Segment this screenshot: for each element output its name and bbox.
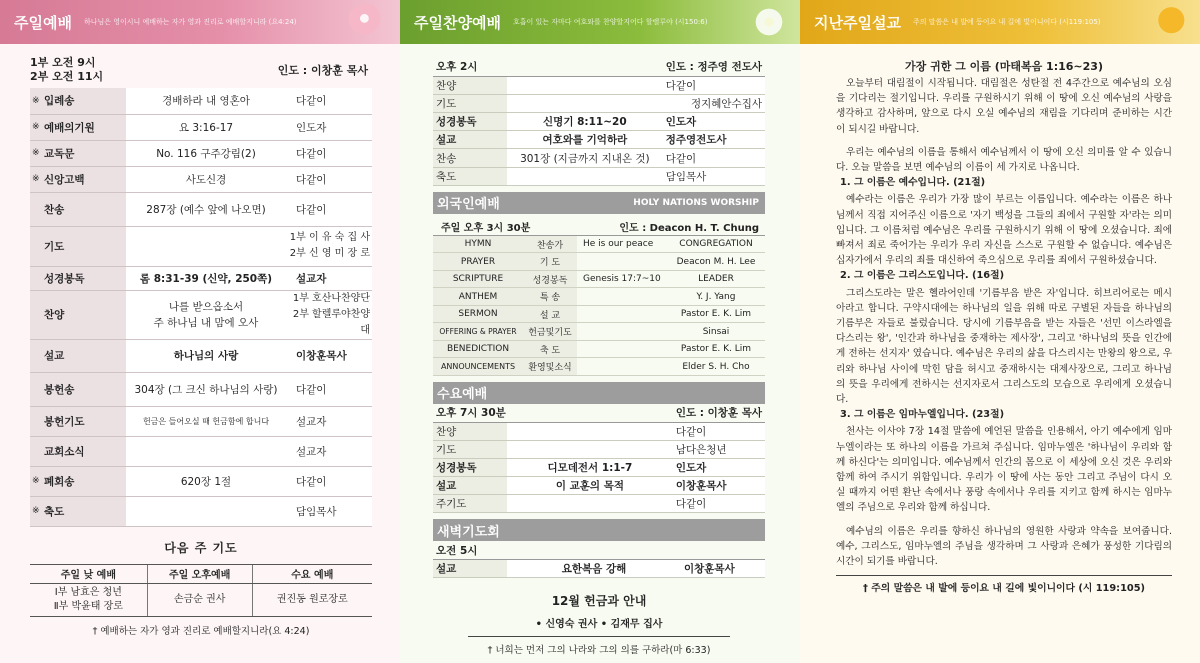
service-time-2: 2부 오전 11시 <box>30 70 104 83</box>
worship-row <box>30 372 372 406</box>
content-cell <box>507 76 663 94</box>
person-cell: 남다은청년 <box>673 440 765 458</box>
worship-row <box>30 192 372 226</box>
dawn-header-row <box>433 541 765 559</box>
offering-title: 12월 헌금과 안내 <box>551 594 647 609</box>
panel-title: 주일찬양예배 <box>414 13 501 32</box>
worship-row <box>30 496 372 526</box>
header-verse: 하나님은 영이시니 예배하는 자가 영과 진리로 예배할지니라 (요4:24) <box>83 18 297 26</box>
person-cell: 이창훈목사 <box>681 560 765 578</box>
person-cell: 다같이 <box>663 149 765 167</box>
content-cell <box>577 358 667 376</box>
person-cell: Pastor E. K. Lim <box>667 340 765 358</box>
sermon-paragraph: 예수라는 이름은 우리가 가장 많이 부르는 이름입니다. 예수라는 이름은 하나님께서 직접 지어주신 이름으로 '자기 백성을 그들의 죄에서 구원할 자'라는 의미입니다. 그 이름처럼 예수님은 우리를 구원하시기 위해 이 땅에 오셨습니다. 죄에 빠져서 죄로 죽어가는 우리가 우리 자신을 스스로 구원할 수 없습니다. 예수님은 십자가에서 우리의 죄를 대신하여 죽으심으로 우리를 죄에서 구원하셨습니다. <box>836 194 1172 267</box>
person-cell: 다같이 <box>663 76 765 94</box>
sermon-body <box>836 58 1172 594</box>
foreign-worship-bar <box>433 192 765 214</box>
item-cell: 찬양 <box>433 76 507 94</box>
item-cell: 성경봉독 <box>433 458 507 476</box>
stand-mark: ※ <box>32 174 40 184</box>
content-cell: 여호와를 기억하라 <box>507 131 663 149</box>
foreign-row <box>433 253 765 271</box>
person-cell: CONGREGATION <box>667 235 765 253</box>
worship-row <box>30 436 372 466</box>
item-cell: 주기도 <box>433 495 507 513</box>
service-time: 주일 오후 3시 30분 <box>433 218 577 236</box>
foreign-row <box>433 305 765 323</box>
next-week-header-row <box>30 564 372 583</box>
last-sermon-header <box>800 0 1200 44</box>
worship-row <box>433 440 765 458</box>
item-cell: 봉헌기도 <box>30 406 126 436</box>
korean-item: 헌금및기도 <box>523 323 577 341</box>
praise-worship-header <box>400 0 800 44</box>
english-item: ANNOUNCEMENTS <box>433 358 523 376</box>
person-cell: 담임목사 <box>286 496 372 526</box>
content-cell: 사도신경 <box>126 166 286 192</box>
item-cell: 기도 <box>433 94 507 112</box>
worship-row <box>30 166 372 192</box>
item-cell: 찬송 <box>433 149 507 167</box>
section-title: 외국인예배 <box>437 197 500 213</box>
worship-row <box>30 140 372 166</box>
worship-row <box>433 113 765 131</box>
foreign-worship-table <box>433 218 765 376</box>
worship-row <box>433 422 765 440</box>
person-cell: 다같이 <box>286 192 372 226</box>
item-cell: ※ 입례송 <box>30 88 126 114</box>
dawn-prayer-table <box>433 541 765 578</box>
korean-item: 설 교 <box>523 305 577 323</box>
content-cell <box>507 94 663 112</box>
content-cell: 신명기 8:11~20 <box>507 113 663 131</box>
wednesday-worship-bar <box>433 382 765 404</box>
person-cell: Sinsai <box>667 323 765 341</box>
person-cell: 정지혜안수집사 <box>663 94 765 112</box>
worship-row <box>30 114 372 140</box>
header-verse: 호흡이 있는 자마다 여호와를 찬양할지어다 할렐루야 (시150:6) <box>512 18 708 26</box>
item-cell: 성경봉독 <box>433 113 507 131</box>
english-item: OFFERING & PRAYER <box>433 323 523 341</box>
sermon-paragraph: 오늘부터 대림절이 시작됩니다. 대림절은 성탄절 전 4주간으로 예수님의 오심을 기다리는 절기입니다. 우리를 구원하시기 위해 이 땅에 오신 예수님의 사랑을 생각하고 감사하며, 앞으로 다시 오실 예수님의 재림을 기다리며 준비하는 시간이 되시길 바랍니다. <box>836 78 1172 135</box>
content-cell: 헌금은 들어오실 때 헌금함에 합니다 <box>126 406 286 436</box>
content-cell: 하나님의 사랑 <box>126 339 286 372</box>
worship-row <box>433 131 765 149</box>
afternoon-header-row <box>433 58 765 76</box>
item-cell: 찬송 <box>30 192 126 226</box>
stand-mark: ※ <box>32 506 40 516</box>
worship-row <box>30 88 372 114</box>
content-cell: 이 교훈의 목적 <box>507 477 673 495</box>
english-item: SERMON <box>433 305 523 323</box>
content-cell: No. 116 구주강림(2) <box>126 140 286 166</box>
worship-row <box>30 466 372 496</box>
sermon-paragraph: 천사는 이사야 7장 14절 말씀에 예언된 말씀을 인용해서, 아기 예수에게 임마누엘이라는 또 하나의 이름을 가르쳐 주십니다. 임마누엘은 '하나님이 우리와 함께 하신다'는 의미입니다. 예수님께서 인간의 몸으로 이 세상에 오신 것은 우리와 함께 하여 주시기 위함입니다. 우리가 이 땅에 사는 동안 그리고 주님이 다시 오실 때까지 어떤 환난 속에서나 풍랑 속에서나 우리를 지키고 함께 하시는 임마누엘의 주님으로 우리와 함께 하십니다. <box>836 426 1172 514</box>
worship-row <box>30 406 372 436</box>
section-subtitle: HOLY NATIONS WORSHIP <box>633 197 759 208</box>
korean-item: 환영및소식 <box>523 358 577 376</box>
content-cell: 620장 1절 <box>126 466 286 496</box>
stand-mark: ※ <box>32 148 40 158</box>
worship-row <box>433 167 765 185</box>
wednesday-worship-table <box>433 404 765 514</box>
worship-row <box>433 495 765 513</box>
stand-mark: ※ <box>32 95 40 106</box>
dawn-prayer-bar <box>433 519 765 541</box>
item-cell: 축도 <box>433 167 507 185</box>
person-cell: 인도자 <box>663 113 765 131</box>
person-cell: 이창훈목사 <box>286 339 372 372</box>
service-time: 오전 5시 <box>433 541 765 559</box>
person-cell: 1부 이 유 숙 집 사 2부 신 영 미 장 로 <box>286 226 372 266</box>
item-cell: 기도 <box>433 440 507 458</box>
item-cell: 설교 <box>433 477 507 495</box>
person-cell: Pastor E. K. Lim <box>667 305 765 323</box>
service-leader: 인도 : 정주영 전도사 <box>663 58 765 76</box>
afternoon-worship-table <box>433 58 765 186</box>
prayer-cell: 권진동 원로장로 <box>252 583 372 616</box>
person-cell: 다같이 <box>286 372 372 406</box>
next-week-row <box>30 583 372 616</box>
panel-title: 지난주일설교 <box>814 13 901 32</box>
item-cell: 성경봉독 <box>30 266 126 290</box>
person-cell: 설교자 <box>286 406 372 436</box>
item-cell: 교회소식 <box>30 436 126 466</box>
korean-item: 성경봉독 <box>523 270 577 288</box>
sermon-point-heading: 1. 그 이름은 예수입니다. (21절) <box>840 177 986 189</box>
content-cell <box>577 288 667 306</box>
item-cell: ※ 교독문 <box>30 140 126 166</box>
next-week-prayer-table <box>30 564 372 617</box>
person-cell: 인도자 <box>286 114 372 140</box>
service-time: 오후 7시 30분 <box>433 404 673 422</box>
flower-icon <box>346 4 392 40</box>
order-of-worship-table <box>30 88 372 527</box>
content-cell <box>577 253 667 271</box>
person-cell: Elder S. H. Cho <box>667 358 765 376</box>
header-verse: 주의 말씀은 내 발에 등이요 내 길에 빛이니이다 (시119:105) <box>912 18 1101 26</box>
english-item: ANTHEM <box>433 288 523 306</box>
item-cell: ※ 축도 <box>30 496 126 526</box>
last-sermon-panel <box>800 0 1200 663</box>
prayer-cell: Ⅰ부 남효은 청년 Ⅱ부 박윤태 장로 <box>30 583 147 616</box>
person-cell: Y. J. Yang <box>667 288 765 306</box>
foreign-row <box>433 270 765 288</box>
foreign-row <box>433 358 765 376</box>
sunday-worship-header <box>0 0 400 44</box>
content-cell <box>507 167 663 185</box>
person-cell: 이창훈목사 <box>673 477 765 495</box>
content-cell <box>507 495 673 513</box>
item-cell: ※ 예배의기원 <box>30 114 126 140</box>
column-header: 주일 오후예배 <box>147 564 252 583</box>
service-time-1: 1부 오전 9시 <box>30 56 96 69</box>
person-cell: LEADER <box>667 270 765 288</box>
section-title: 수요예배 <box>437 387 488 403</box>
panel-title: 주일예배 <box>14 13 72 32</box>
worship-row <box>433 560 765 578</box>
content-cell: He is our peace <box>577 235 667 253</box>
person-cell: 정주영전도사 <box>663 131 765 149</box>
sermon-point-heading: 2. 그 이름은 그리스도입니다. (16절) <box>840 270 1005 282</box>
content-cell: 287장 (예수 앞에 나오면) <box>126 192 286 226</box>
worship-row <box>433 149 765 167</box>
sermon-paragraph: 우리는 예수님의 이름을 통해서 예수님께서 이 땅에 오신 의미를 알 수 있습니다. 오늘 말씀을 보면 예수님의 이름이 세 가지로 나옵니다. <box>836 146 1172 174</box>
sunday-worship-panel <box>0 0 400 663</box>
column-header: 수요 예배 <box>252 564 372 583</box>
person-cell: 담임목사 <box>663 167 765 185</box>
leaf-icon <box>1146 4 1192 40</box>
footer-verse: † 주의 말씀은 내 발에 등이요 내 길에 빛이니이다 (시 119:105) <box>836 575 1172 594</box>
item-cell: ※ 폐회송 <box>30 466 126 496</box>
content-cell <box>507 422 673 440</box>
content-cell: 요 3:16-17 <box>126 114 286 140</box>
worship-row <box>433 76 765 94</box>
service-leader: 인도 : Deacon H. T. Chung <box>577 218 765 236</box>
flower-icon <box>746 4 792 40</box>
content-cell <box>577 340 667 358</box>
person-cell: 다같이 <box>286 140 372 166</box>
person-cell: Deacon M. H. Lee <box>667 253 765 271</box>
sermon-paragraph: 예수님의 이름은 우리를 향하신 하나님의 영원한 사랑과 약속을 보여줍니다. 예수, 그리스도, 임마누엘의 주님을 생각하며 그 사랑과 은혜가 풍성한 기다림의 시간이 되기를 바랍니다. <box>836 525 1172 568</box>
content-cell: 롬 8:31-39 (신약, 250쪽) <box>126 266 286 290</box>
foreign-row <box>433 323 765 341</box>
content-cell <box>126 226 286 266</box>
content-cell <box>126 496 286 526</box>
content-cell <box>126 436 286 466</box>
korean-item: 기 도 <box>523 253 577 271</box>
item-cell: 찬양 <box>30 290 126 339</box>
section-title: 새벽기도회 <box>437 524 500 540</box>
service-times <box>30 56 372 88</box>
person-cell: 다같이 <box>673 495 765 513</box>
korean-item: 찬송가 <box>523 235 577 253</box>
worship-row <box>433 477 765 495</box>
sermon-paragraph: 그리스도라는 말은 헬라어인데 '기름부음 받은 자'입니다. 히브리어로는 메시아라고 합니다. 구약시대에는 하나님의 일을 위해 따로 구별된 자들을 하나님의 기름부은 자들로 불렀습니다. 당시에 기름부음을 받는 자들은 '선민 이스라엘을 다스리는 왕', '인간과 하나님을 중재하는 제사장', 그리고 '하나님의 뜻을 인간에게 전하는 선지자' 였습니다. 예수님은 우리의 삶을 다스리시는 만왕의 왕으로, 우리와 하나님 사이에 막힌 담을 허시고 중재하시는 대제사장으로, 그리고 하나님의 뜻을 우리에게 전하시는 선지자로서 그리스도의 모습으로 우리에게 오셨습니다. <box>836 287 1172 406</box>
foreign-header-row <box>433 218 765 236</box>
content-cell: 304장 (그 크신 하나님의 사랑) <box>126 372 286 406</box>
english-item: BENEDICTION <box>433 340 523 358</box>
item-cell: 찬양 <box>433 422 507 440</box>
worship-row <box>433 94 765 112</box>
item-cell: 기도 <box>30 226 126 266</box>
english-item: HYMN <box>433 235 523 253</box>
person-cell: 다같이 <box>286 166 372 192</box>
person-cell: 설교자 <box>286 436 372 466</box>
worship-row <box>30 226 372 266</box>
prayer-cell: 손금순 권사 <box>147 583 252 616</box>
next-week-prayer-title: 다음 주 기도 <box>164 540 238 555</box>
foreign-row <box>433 235 765 253</box>
offering-names: • 신영숙 권사 • 김재무 집사 <box>535 619 663 631</box>
worship-row <box>433 458 765 476</box>
person-cell: 설교자 <box>286 266 372 290</box>
sermon-title: 가장 귀한 그 이름 (마태복음 1:16~23) <box>905 60 1103 73</box>
worship-row <box>30 290 372 339</box>
english-item: PRAYER <box>433 253 523 271</box>
person-cell: 다같이 <box>286 466 372 496</box>
content-cell: 나를 받으옵소서 주 하나님 내 맘에 오사 <box>126 290 286 339</box>
service-leader: 인도 : 이창훈 목사 <box>277 64 368 77</box>
stand-mark: ※ <box>32 476 40 486</box>
content-cell: 301장 (지금까지 지내온 것) <box>507 149 663 167</box>
content-cell: 경배하라 내 영혼아 <box>126 88 286 114</box>
stand-mark: ※ <box>32 122 40 132</box>
footer-verse: † 예배하는 자가 영과 진리로 예배할지니라(요 4:24) <box>92 625 310 637</box>
footer-verse: † 너희는 먼저 그의 나라와 그의 의를 구하라(마 6:33) <box>468 636 730 656</box>
worship-row <box>30 266 372 290</box>
content-cell: Genesis 17:7~10 <box>577 270 667 288</box>
person-cell: 다같이 <box>673 422 765 440</box>
person-cell: 인도자 <box>673 458 765 476</box>
worship-row <box>30 339 372 372</box>
sermon-point-heading: 3. 그 이름은 임마누엘입니다. (23절) <box>840 409 1005 421</box>
foreign-row <box>433 340 765 358</box>
item-cell: 설교 <box>433 560 507 578</box>
wednesday-header-row <box>433 404 765 422</box>
column-header: 주일 낮 예배 <box>30 564 147 583</box>
content-cell <box>577 305 667 323</box>
content-cell <box>577 323 667 341</box>
person-cell: 다같이 <box>286 88 372 114</box>
korean-item: 특 송 <box>523 288 577 306</box>
foreign-row <box>433 288 765 306</box>
service-time: 오후 2시 <box>433 58 663 76</box>
person-cell: 1부 호산나찬양단 2부 할렐루야찬양대 <box>286 290 372 339</box>
item-cell: ※ 신앙고백 <box>30 166 126 192</box>
item-cell: 봉헌송 <box>30 372 126 406</box>
item-cell: 설교 <box>30 339 126 372</box>
service-leader: 인도 : 이창훈 목사 <box>673 404 765 422</box>
item-cell: 설교 <box>433 131 507 149</box>
english-item: SCRIPTURE <box>433 270 523 288</box>
content-cell: 요한복음 강해 <box>507 560 681 578</box>
praise-worship-panel <box>400 0 800 663</box>
content-cell: 디모데전서 1:1-7 <box>507 458 673 476</box>
korean-item: 축 도 <box>523 340 577 358</box>
content-cell <box>507 440 673 458</box>
